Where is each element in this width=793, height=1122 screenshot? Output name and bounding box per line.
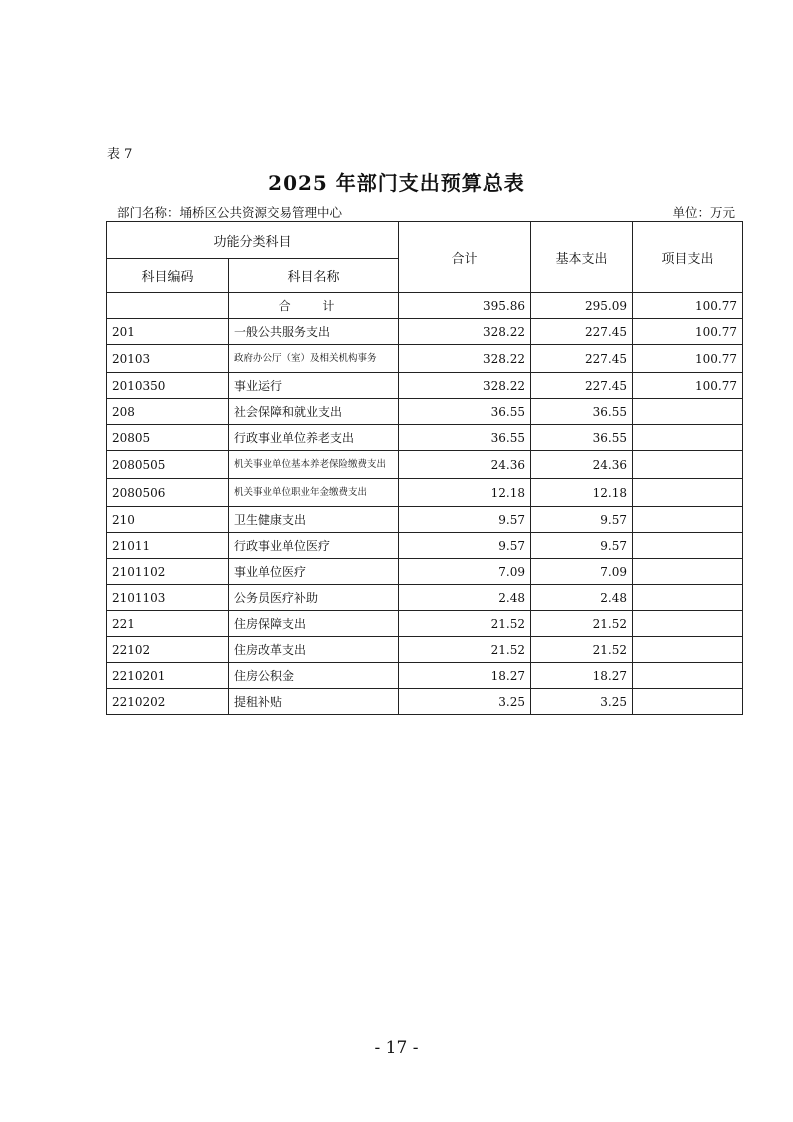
table-label: 表 7 — [107, 147, 133, 162]
row-basic: 21.52 — [531, 611, 633, 637]
table-row — [107, 559, 743, 585]
row-project — [633, 533, 743, 559]
row-project — [633, 479, 743, 507]
row-total: 12.18 — [399, 479, 531, 507]
table-row — [107, 585, 743, 611]
header-functional-classification: 功能分类科目 — [107, 222, 399, 259]
row-total: 36.55 — [399, 399, 531, 425]
row-name: 一般公共服务支出 — [229, 319, 399, 345]
row-name: 事业运行 — [229, 373, 399, 399]
table-row — [107, 533, 743, 559]
table-row — [107, 425, 743, 451]
row-project: 100.77 — [633, 345, 743, 373]
row-total: 2.48 — [399, 585, 531, 611]
unit-label: 单位：万元 — [672, 205, 735, 220]
row-name: 行政事业单位养老支出 — [229, 425, 399, 451]
row-total: 328.22 — [399, 345, 531, 373]
row-name: 社会保障和就业支出 — [229, 399, 399, 425]
total-code-cell — [107, 293, 229, 319]
row-basic: 2.48 — [531, 585, 633, 611]
row-project — [633, 425, 743, 451]
row-code: 210 — [107, 507, 229, 533]
total-row — [107, 293, 743, 319]
table-row — [107, 479, 743, 507]
table-row — [107, 663, 743, 689]
total-label: 合 计 — [229, 293, 399, 319]
row-project — [633, 637, 743, 663]
row-basic: 36.55 — [531, 399, 633, 425]
header-basic-expense: 基本支出 — [531, 222, 633, 293]
department-name: 部门名称：埇桥区公共资源交易管理中心 — [117, 205, 343, 220]
row-code: 20103 — [107, 345, 229, 373]
row-project — [633, 451, 743, 479]
row-project — [633, 559, 743, 585]
row-total: 9.57 — [399, 533, 531, 559]
row-name: 提租补贴 — [229, 689, 399, 715]
table-row — [107, 319, 743, 345]
header-code: 科目编码 — [107, 259, 229, 293]
row-code: 21011 — [107, 533, 229, 559]
row-name: 住房保障支出 — [229, 611, 399, 637]
row-code: 2101103 — [107, 585, 229, 611]
table-row — [107, 637, 743, 663]
row-code: 2010350 — [107, 373, 229, 399]
row-name: 卫生健康支出 — [229, 507, 399, 533]
header-project-expense: 项目支出 — [633, 222, 743, 293]
row-basic: 227.45 — [531, 319, 633, 345]
row-basic: 9.57 — [531, 533, 633, 559]
row-name: 行政事业单位医疗 — [229, 533, 399, 559]
row-code: 2210201 — [107, 663, 229, 689]
header-name: 科目名称 — [229, 259, 399, 293]
row-name: 机关事业单位职业年金缴费支出 — [229, 479, 399, 507]
row-total: 36.55 — [399, 425, 531, 451]
row-name: 公务员医疗补助 — [229, 585, 399, 611]
row-code: 2080505 — [107, 451, 229, 479]
row-total: 7.09 — [399, 559, 531, 585]
row-total: 3.25 — [399, 689, 531, 715]
row-project — [633, 585, 743, 611]
row-code: 208 — [107, 399, 229, 425]
row-code: 2101102 — [107, 559, 229, 585]
row-name: 住房公积金 — [229, 663, 399, 689]
row-project: 100.77 — [633, 319, 743, 345]
document-title: 2025 年部门支出预算总表 — [268, 171, 525, 195]
table-row — [107, 689, 743, 715]
budget-table — [106, 221, 743, 715]
row-code: 22102 — [107, 637, 229, 663]
row-total: 328.22 — [399, 373, 531, 399]
table-row — [107, 507, 743, 533]
row-basic: 18.27 — [531, 663, 633, 689]
row-total: 328.22 — [399, 319, 531, 345]
row-code: 2080506 — [107, 479, 229, 507]
total-basic: 295.09 — [531, 293, 633, 319]
row-project — [633, 399, 743, 425]
row-project: 100.77 — [633, 373, 743, 399]
header-row-1 — [107, 222, 743, 259]
row-basic: 227.45 — [531, 373, 633, 399]
table-row — [107, 451, 743, 479]
total-value: 395.86 — [399, 293, 531, 319]
row-project — [633, 689, 743, 715]
row-code: 201 — [107, 319, 229, 345]
row-basic: 12.18 — [531, 479, 633, 507]
row-code: 2210202 — [107, 689, 229, 715]
row-basic: 21.52 — [531, 637, 633, 663]
row-total: 9.57 — [399, 507, 531, 533]
page-number: - 17 - — [374, 1038, 419, 1058]
row-basic: 7.09 — [531, 559, 633, 585]
row-project — [633, 611, 743, 637]
row-basic: 24.36 — [531, 451, 633, 479]
row-code: 221 — [107, 611, 229, 637]
row-name: 政府办公厅（室）及相关机构事务 — [229, 345, 399, 373]
row-basic: 36.55 — [531, 425, 633, 451]
table-row — [107, 399, 743, 425]
row-basic: 3.25 — [531, 689, 633, 715]
row-project — [633, 507, 743, 533]
row-basic: 9.57 — [531, 507, 633, 533]
row-project — [633, 663, 743, 689]
table-row — [107, 611, 743, 637]
row-basic: 227.45 — [531, 345, 633, 373]
row-total: 18.27 — [399, 663, 531, 689]
row-total: 21.52 — [399, 611, 531, 637]
table-row — [107, 345, 743, 373]
row-code: 20805 — [107, 425, 229, 451]
total-project: 100.77 — [633, 293, 743, 319]
row-name: 住房改革支出 — [229, 637, 399, 663]
row-total: 21.52 — [399, 637, 531, 663]
header-total: 合计 — [399, 222, 531, 293]
row-total: 24.36 — [399, 451, 531, 479]
row-name: 事业单位医疗 — [229, 559, 399, 585]
row-name: 机关事业单位基本养老保险缴费支出 — [229, 451, 399, 479]
table-row — [107, 373, 743, 399]
